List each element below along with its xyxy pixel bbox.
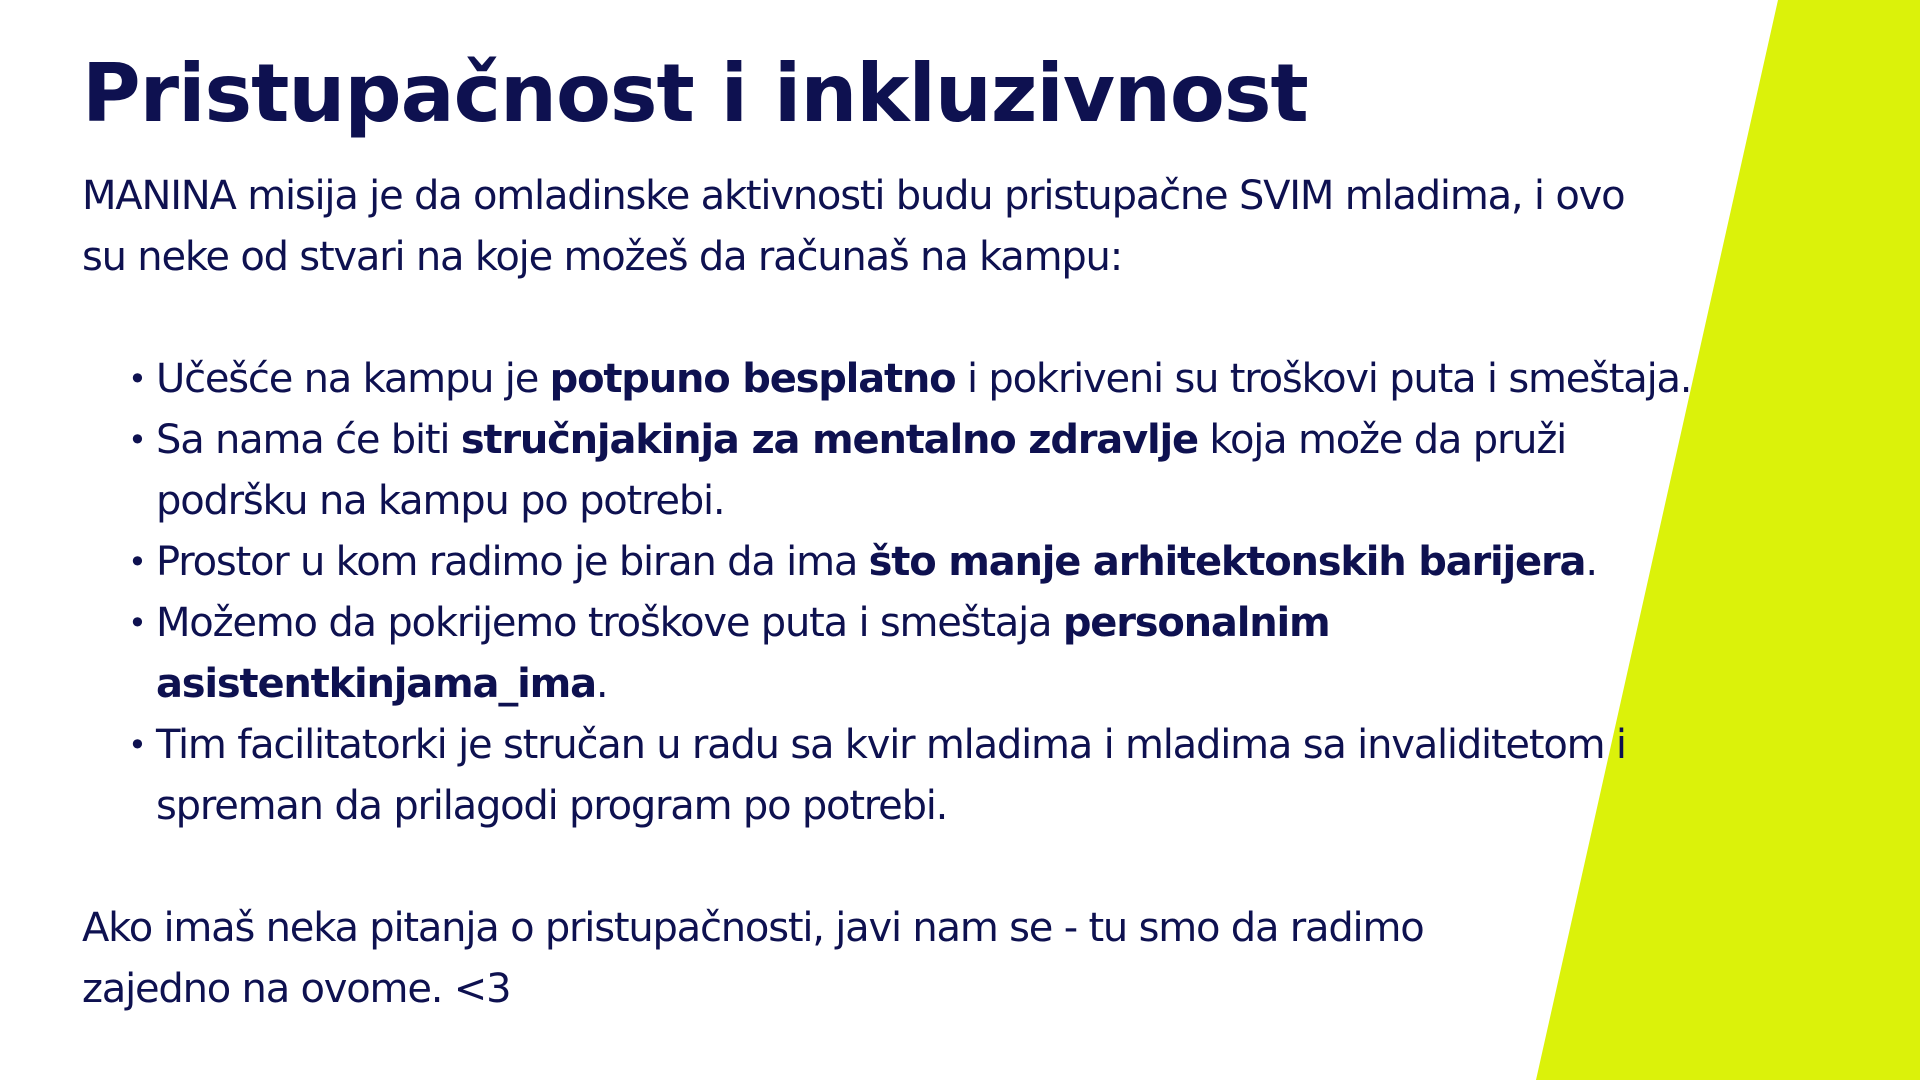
accessibility-list bbox=[82, 349, 1692, 837]
list-item-emphasis: personalnim asistentkinjama_ima bbox=[156, 600, 1330, 707]
list-item-text: . bbox=[1585, 539, 1597, 585]
page-title: Pristupačnost i inkluzivnost bbox=[82, 47, 1308, 140]
bullet-icon: • bbox=[128, 604, 146, 642]
list-item bbox=[128, 532, 1716, 593]
list-item bbox=[128, 715, 1716, 837]
list-item-text: Možemo da pokrijemo troškove puta i smeštaja bbox=[156, 600, 1063, 646]
bullet-icon: • bbox=[128, 421, 146, 459]
list-item-text: i pokriveni su troškovi puta i smeštaja. bbox=[955, 356, 1692, 402]
list-item-emphasis: što manje arhitektonskih barijera bbox=[868, 539, 1586, 585]
list-item-text: Tim facilitatorki je stručan u radu sa kvir mladima i mladima sa invaliditetom i spreman da prilagodi program po potrebi. bbox=[156, 722, 1626, 829]
list-item bbox=[128, 593, 1716, 715]
list-item-text: Učešće na kampu je bbox=[156, 356, 550, 402]
slide-content bbox=[82, 40, 1692, 1020]
list-item-text: Prostor u kom radimo je biran da ima bbox=[156, 539, 869, 585]
list-item-emphasis: potpuno besplatno bbox=[549, 356, 956, 402]
list-item bbox=[128, 410, 1716, 532]
intro-paragraph: MANINA misija je da omladinske aktivnosti budu pristupačne SVIM mladima, i ovo su neke od stvari na koje možeš da računaš na kampu: bbox=[82, 173, 1625, 280]
bullet-icon: • bbox=[128, 543, 146, 581]
bullet-icon: • bbox=[128, 726, 146, 764]
closing-paragraph: Ako imaš neka pitanja o pristupačnosti, javi nam se - tu smo da radimo zajedno na ovome. <3 bbox=[82, 905, 1424, 1012]
list-item-text: koja može da pruži podršku na kampu po potrebi. bbox=[156, 417, 1567, 524]
list-item-text: . bbox=[595, 661, 608, 707]
list-item-emphasis: stručnjakinja za mentalno zdravlje bbox=[460, 417, 1198, 463]
list-item-text: Sa nama će biti bbox=[156, 417, 461, 463]
bullet-icon: • bbox=[128, 360, 146, 398]
list-item bbox=[128, 349, 1716, 410]
